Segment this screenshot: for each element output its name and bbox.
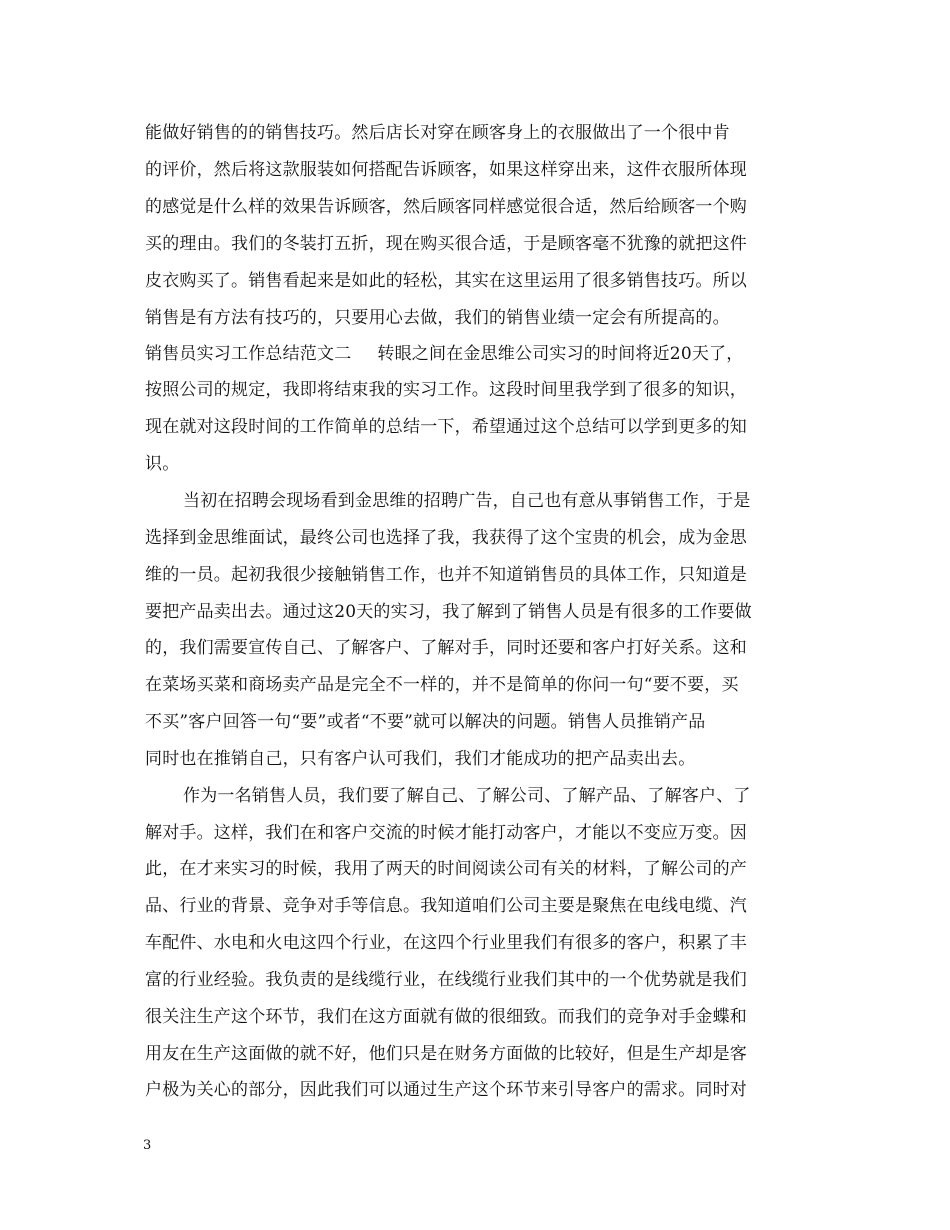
body-line: 按照公司的规定，我即将结束我的实习工作。这段时间里我学到了很多的知识， <box>145 380 747 400</box>
section-heading-continuation: 转眼之间在金思维公司实习的时间将近20天了， <box>377 344 744 364</box>
body-line: 此，在才来实习的时候，我用了两天的时间阅读公司有关的材料，了解公司的产 <box>145 859 747 879</box>
body-line: 户极为关心的部分，因此我们可以通过生产这个环节来引导客户的需求。同时对 <box>145 1080 747 1100</box>
body-line: 不买”客户回答一句“要”或者“不要”就可以解决的问题。销售人员推销产品 <box>145 712 706 732</box>
body-line: 能做好销售的的销售技巧。然后店长对穿在顾客身上的衣服做出了一个很中肯 <box>145 123 730 143</box>
body-line: 解对手。这样，我们在和客户交流的时候才能打动客户，才能以不变应万变。因 <box>145 823 747 843</box>
paragraph-first-line: 作为一名销售人员，我们要了解自己、了解公司、了解产品、了解客户、了 <box>183 786 751 806</box>
body-line: 维的一员。起初我很少接触销售工作，也并不知道销售员的具体工作，只知道是 <box>145 565 747 585</box>
body-line: 皮衣购买了。销售看起来是如此的轻松，其实在这里运用了很多销售技巧。所以 <box>145 271 747 291</box>
body-line: 的，我们需要宣传自己、了解客户、了解对手，同时还要和客户打好关系。这和 <box>145 638 747 658</box>
body-line: 富的行业经验。我负责的是线缆行业，在线缆行业我们其中的一个优势就是我们 <box>145 970 747 990</box>
body-line: 用友在生产这面做的就不好，他们只是在财务方面做的比较好，但是生产却是客 <box>145 1044 747 1064</box>
section-heading: 销售员实习工作总结范文二 <box>145 344 352 364</box>
body-line: 识。 <box>145 454 180 474</box>
body-line: 的感觉是什么样的效果告诉顾客，然后顾客同样感觉很合适，然后给顾客一个购 <box>145 197 747 217</box>
body-line: 现在就对这段时间的工作简单的总结一下，希望通过这个总结可以学到更多的知 <box>145 417 747 437</box>
body-line: 很关注生产这个环节，我们在这方面就有做的很细致。而我们的竞争对手金蝶和 <box>145 1007 747 1027</box>
body-line: 同时也在推销自己，只有客户认可我们，我们才能成功的把产品卖出去。 <box>145 749 696 769</box>
paragraph-first-line: 当初在招聘会现场看到金思维的招聘广告，自己也有意从事销售工作，于是 <box>183 491 751 511</box>
body-line: 销售是有方法有技巧的，只要用心去做，我们的销售业绩一定会有所提高的。 <box>145 308 730 328</box>
section-heading-line <box>145 344 743 364</box>
body-line: 在菜场买菜和商场卖产品是完全不一样的，并不是简单的你问一句“要不要，买 <box>145 675 739 695</box>
body-line: 车配件、水电和火电这四个行业，在这四个行业里我们有很多的客户，积累了丰 <box>145 933 747 953</box>
body-line: 的评价，然后将这款服装如何搭配告诉顾客，如果这样穿出来，这件衣服所体现 <box>145 160 747 180</box>
body-line: 要把产品卖出去。通过这20天的实习，我了解到了销售人员是有很多的工作要做 <box>145 602 752 622</box>
page-number: 3 <box>143 1138 152 1153</box>
body-line: 买的理由。我们的冬装打五折，现在购买很合适，于是顾客毫不犹豫的就把这件 <box>145 234 747 254</box>
body-line: 选择到金思维面试，最终公司也选择了我，我获得了这个宝贵的机会，成为金思 <box>145 528 747 548</box>
body-line: 品、行业的背景、竞争对手等信息。我知道咱们公司主要是聚焦在电线电缆、汽 <box>145 896 747 916</box>
